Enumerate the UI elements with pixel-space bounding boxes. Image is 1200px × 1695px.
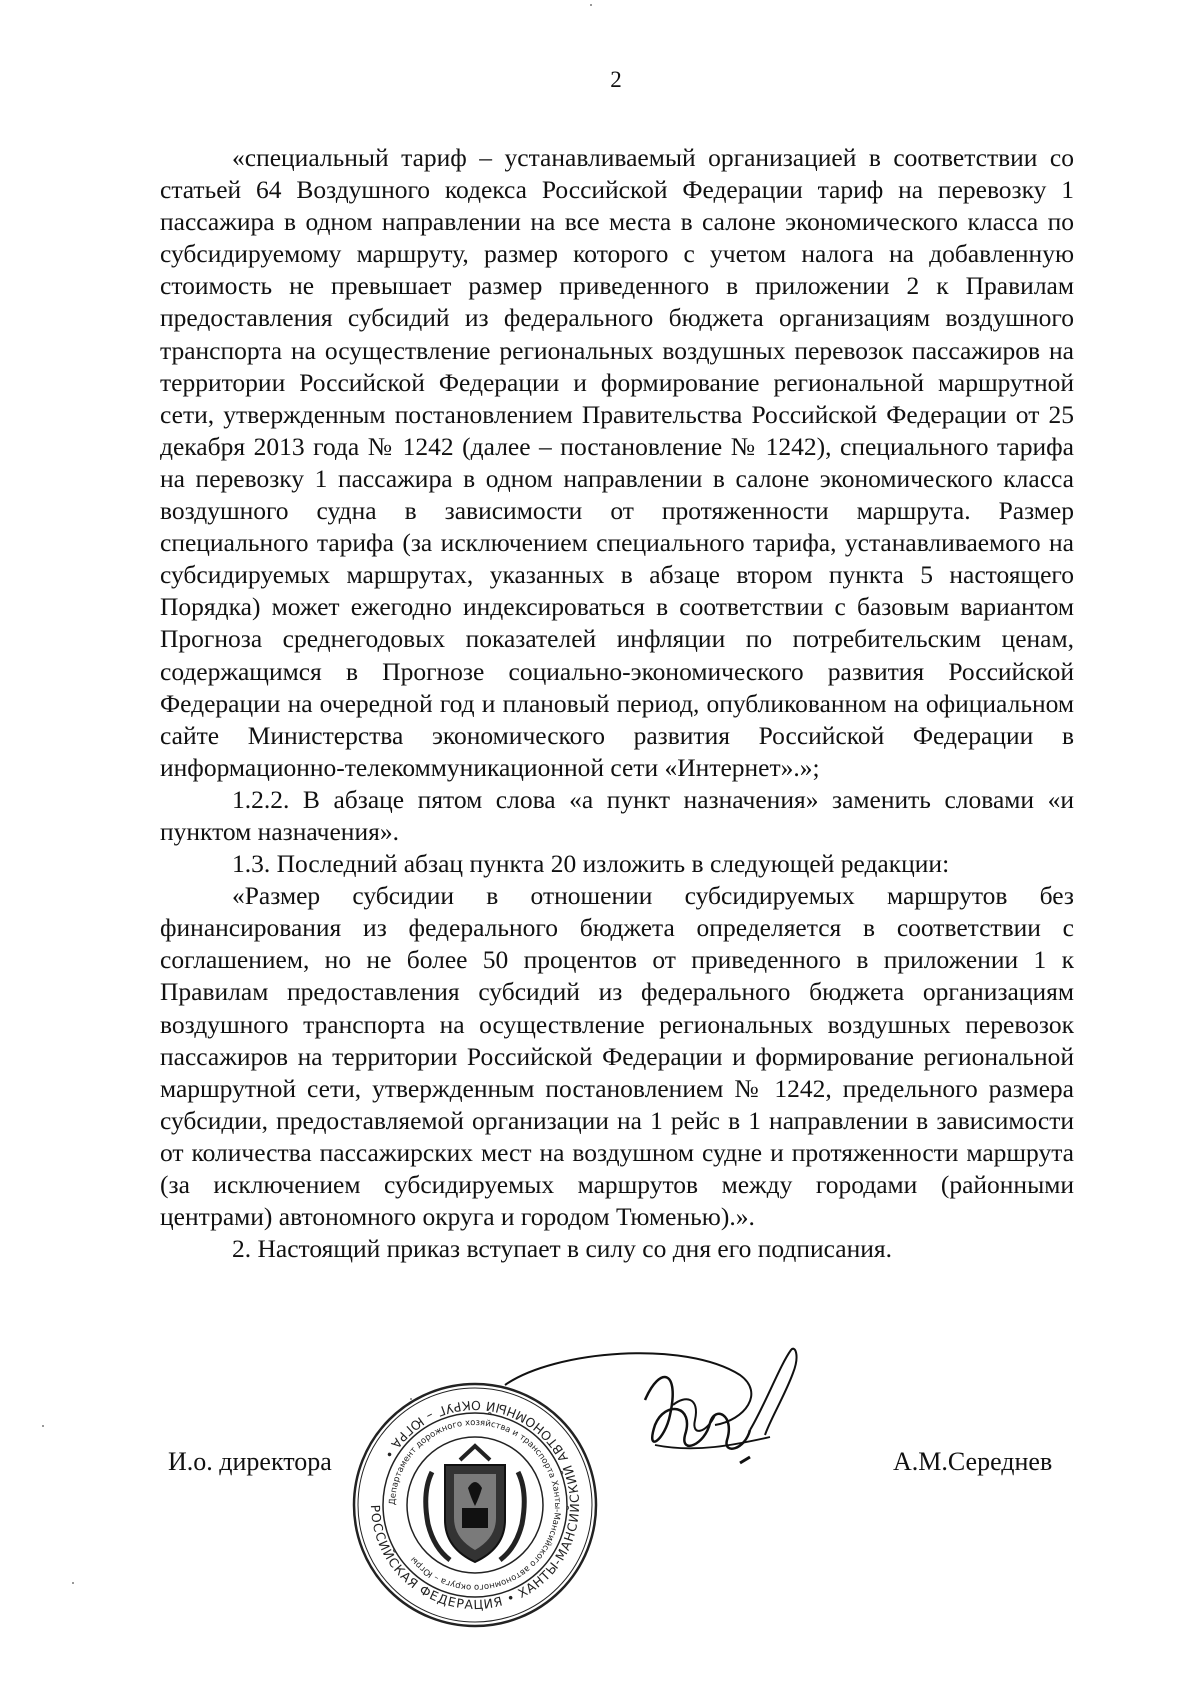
paragraph-special-tariff: «специальный тариф – устанавливаемый организацией в соответствии со статьей 64 Воздушного кодекса Российской Федерации тариф на перевозку 1 пассажира в одном направлении на все места в салоне экономического класса по субсидируемому маршруту, размер которого с учетом налога на добавленную стоимость не превышает размер приведенного в приложении 2 к Правилам предоставления субсидий из федерального бюджета организациям воздушного транспорта на осуществление региональных воздушных перевозок пассажиров на территории Российской Федерации и формирование региональной маршрутной сети, утвержденным постановлением Правительства Российской Федерации от 25 декабря 2013 года № 1242 (далее – постановление № 1242), специального тарифа на перевозку 1 пассажира в одном направлении в салоне экономического класса воздушного судна в зависимости от протяженности маршрута. Размер специального тарифа (за исключением специального тарифа, устанавливаемого на субсидируемых маршрутах, указанных в абзаце втором пункта 5 настоящего Порядка) может ежегодно индексироваться в соответствии с базовым вариантом Прогноза среднегодовых показателей инфляции по потребительским ценам, содержащимся в Прогнозе социально-экономического развития Российской Федерации на очередной год и плановый период, опубликованном на официальном сайте Министерства экономического развития Российской Федерации в информационно-телекоммуникационной сети «Интернет».»; bbox=[160, 143, 1074, 782]
paragraph-subsidy-size: «Размер субсидии в отношении субсидируемых маршрутов без финансирования из федерального бюджета определяется в соответствии с соглашением, но не более 50 процентов от приведенного в приложении 1 к Правилам предоставления субсидий из федерального бюджета организациям воздушного транспорта на осуществление региональных воздушных перевозок пассажиров на территории Российской Федерации и формирование региональной маршрутной сети, утвержденным постановлением № 1242, предельного размера субсидии, предоставляемой организации на 1 рейс в 1 направлении в зависимости от количества пассажирских мест на воздушном судне и протяженности маршрута (за исключением субсидируемых маршрутов между городами (районными центрами) автономного округа и городом Тюменью).». bbox=[160, 881, 1074, 1232]
seal-inner-text-path: Департамент дорожного хозяйства и транспорта Ханты-Мансийского автономного округа – Югры bbox=[387, 1417, 563, 1593]
scan-speck bbox=[42, 1425, 44, 1427]
scan-speck bbox=[590, 4, 592, 6]
signatory-name: А.М.Середнев bbox=[893, 1447, 1053, 1476]
scan-speck bbox=[72, 1582, 74, 1584]
signatory-title: И.о. директора bbox=[168, 1447, 332, 1476]
paragraph-effective-date: 2. Настоящий приказ вступает в силу со дня его подписания. bbox=[232, 1234, 892, 1264]
seal-outer-text-path: РОССИЙСКАЯ ФЕДЕРАЦИЯ • ХАНТЫ-МАНСИЙСКИЙ АВТОНОМНЫЙ ОКРУГ – ЮГРА • bbox=[367, 1397, 583, 1613]
handwritten-signature bbox=[495, 1345, 825, 1515]
scan-speck bbox=[410, 1398, 412, 1400]
page-number: 2 bbox=[610, 67, 622, 92]
paragraph-1-2-2: 1.2.2. В абзаце пятом слова «а пункт назначения» заменить словами «и пунктом назначения». bbox=[160, 784, 1074, 846]
paragraph-1-3: 1.3. Последний абзац пункта 20 изложить в следующей редакции: bbox=[232, 849, 950, 879]
document-body bbox=[160, 142, 1074, 1265]
